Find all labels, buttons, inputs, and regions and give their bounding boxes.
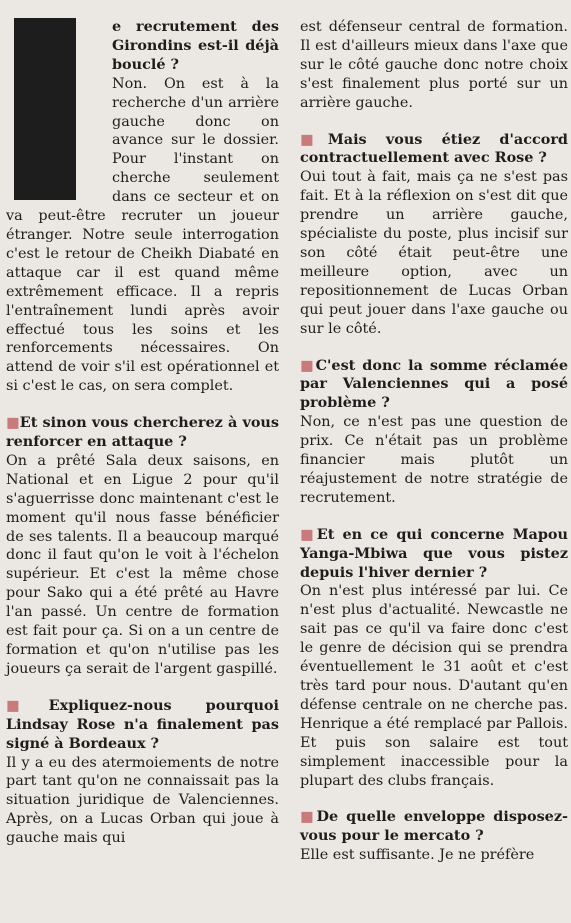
- answer-price: Non, ce n'est pas une question de prix. Ce n'était pas un problème financier mais plutôt un réajustement de notre stratégie de recrutement.: [300, 414, 568, 506]
- question-recruitment: e recrutement des Girondins est-il déjà bouclé ?: [112, 18, 279, 73]
- bullet-icon: ■: [300, 356, 316, 374]
- bullet-icon: ■: [6, 696, 49, 714]
- question-yanga-mbiwa: ■Et en ce qui concerne Mapou Yanga-Mbiwa que vous pistez depuis l'hiver dernier ?: [300, 525, 568, 581]
- answer-contract: Oui tout à fait, mais ça ne s'est pas fait. Et à la réflexion on s'est dit que prendre un arrière gauche, spécialiste du poste, plus incisif sur son côté était peut-être une meilleure option, avec un repositionnement de Lucas Orban qui peut jouer dans l'axe gauche ou sur le côté.: [300, 169, 568, 337]
- answer-rose-continued: est défenseur central de formation. Il est d'ailleurs mieux dans l'axe que sur le côté gauche donc notre choix s'est finalement plus porté sur un arrière gauche.: [300, 19, 568, 111]
- bullet-icon: ■: [6, 414, 20, 432]
- bullet-icon: ■: [300, 525, 317, 543]
- bullet-icon: ■: [300, 808, 317, 826]
- question-budget: ■De quelle enveloppe disposez-vous pour le mercato ?: [300, 808, 568, 845]
- answer-yanga-mbiwa: On n'est plus intéressé par lui. Ce n'est plus d'actualité. Newcastle ne sait pas ce qu'il va faire donc c'est le genre de décision qui se prendra éventuellement le 31 août et c'est très tard pour nous. D'autant qu'en défense centrale on ne cherche pas. Henrique a été remplacé par Pallois. Et puis son salaire est tout simplement inaccessible pour la plupart des clubs français.: [300, 583, 568, 789]
- left-column: [6, 18, 279, 848]
- right-column: [300, 18, 568, 865]
- bullet-icon: ■: [300, 130, 328, 148]
- question-rose: ■Expliquez-nous pourquoi Lindsay Rose n'a finalement pas signé à Bordeaux ?: [6, 696, 279, 752]
- question-price: ■C'est donc la somme réclamée par Valenciennes qui a posé problème ?: [300, 356, 568, 412]
- answer-rose: Il y a eu des atermoiements de notre part tant qu'on ne connaissait pas la situation juridique de Valenciennes. Après, on a Lucas Orban qui joue à gauche mais qui: [6, 754, 279, 847]
- answer-attack: On a prêté Sala deux saisons, en National et en Ligue 2 pour qu'il s'aguerrisse donc maintenant c'est le moment qu'il nous fasse bénéficier de ses talents. Il a beaucoup marqué donc il faut qu'on le voit à l'échelon supérieur. Et c'est la même chose pour Sako qui a été prêté au Havre l'an passé. Un centre de formation est fait pour ça. Si on a un centre de formation et qu'on n'utilise pas les joueurs ça serait de l'argent gaspillé.: [6, 452, 279, 677]
- question-contract: ■Mais vous étiez d'accord contractuellement avec Rose ?: [300, 130, 568, 167]
- answer-budget: Elle est suffisante. Je ne préfère: [300, 847, 535, 864]
- question-attack: ■Et sinon vous chercherez à vous renforcer en attaque ?: [6, 414, 279, 451]
- dropcap-letter-l: [14, 18, 76, 200]
- answer-recruitment: Non. On est à la recherche d'un arrière gauche donc on avance sur le dossier. Pour l'instant on cherche seulement dans ce secteur et on va peut-être recruter un joueur étranger. Notre seule interrogation c'est le retour de Cheikh Diabaté en attaque car il est quand même extrêmement efficace. Il a repris l'entraînement lundi après avoir effectué tous les soins et les renforcements nécessaires. On attend de voir s'il est opérationnel et si c'est le cas, on sera complet.: [6, 75, 279, 395]
